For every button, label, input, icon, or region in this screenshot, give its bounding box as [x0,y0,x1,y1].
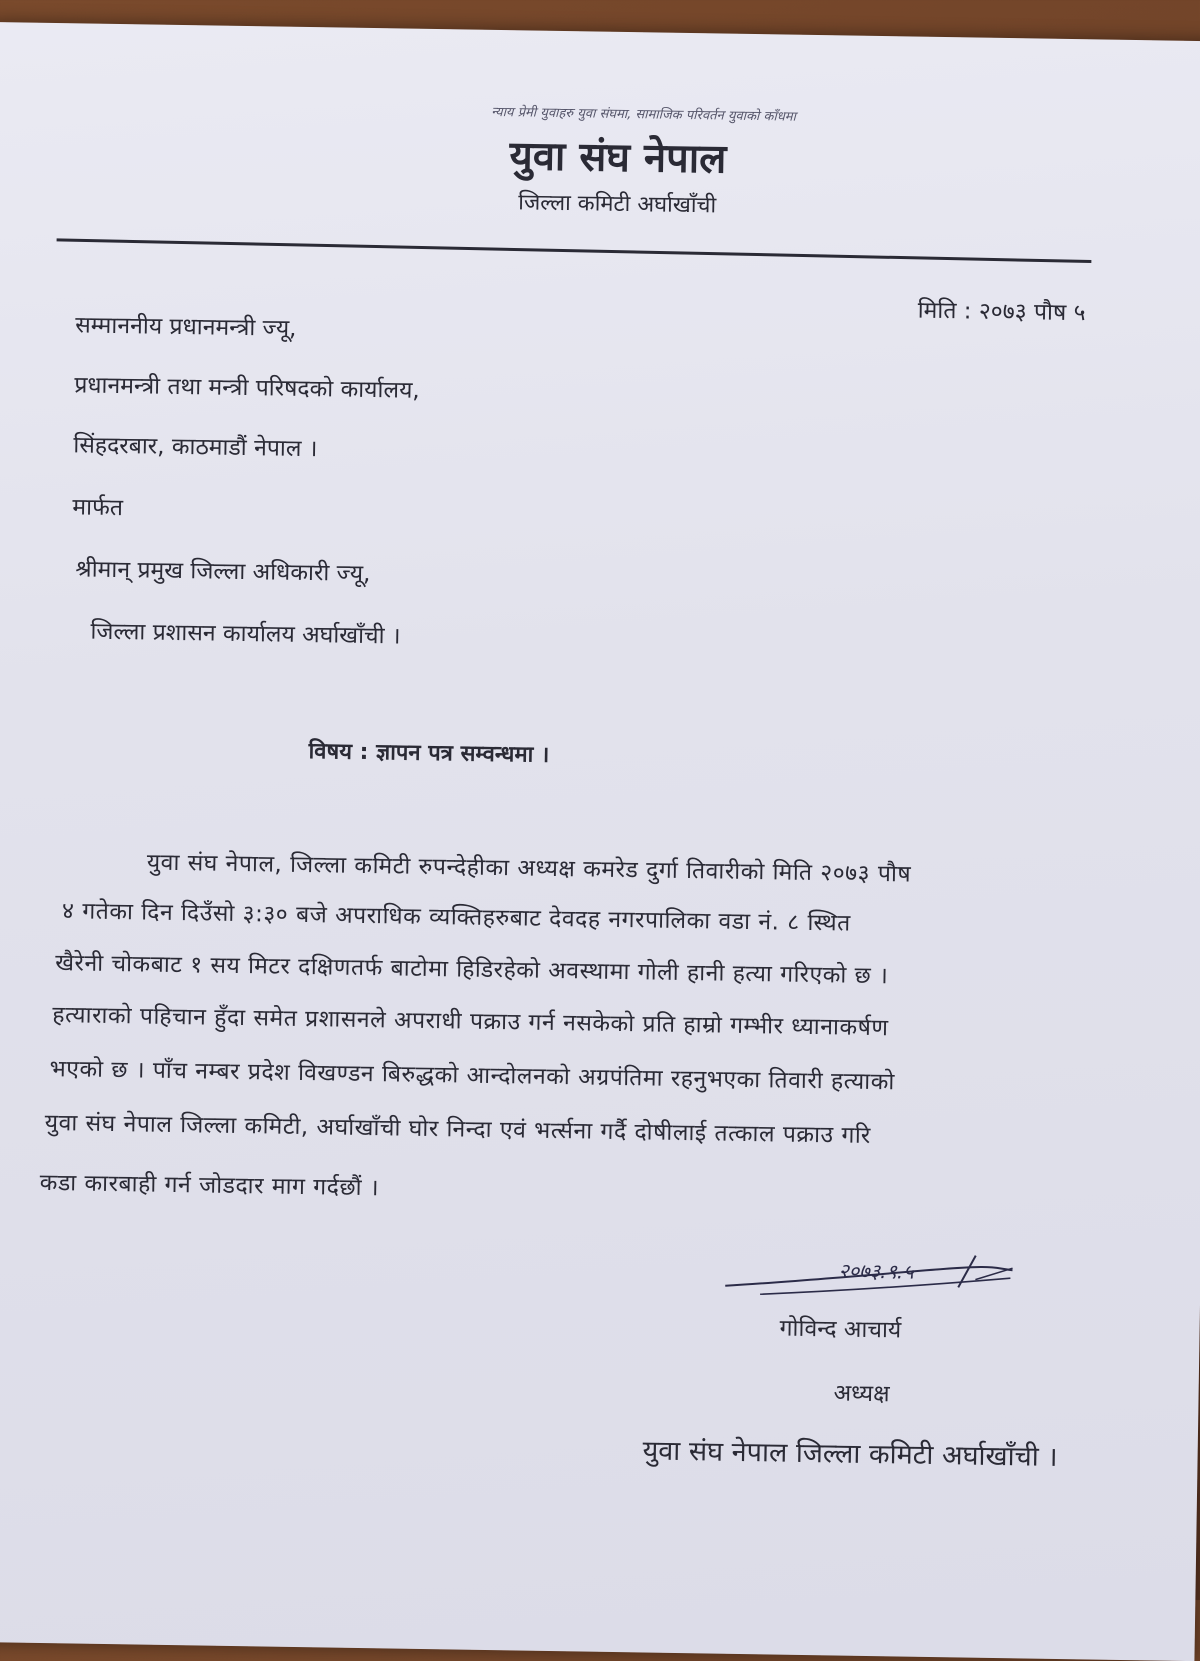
letterhead-divider [57,238,1092,263]
paper-sheet [0,22,1200,1661]
recipient-line: श्रीमान् प्रमुख जिल्ला अधिकारी ज्यू, [75,556,371,588]
recipient-line: सम्माननीय प्रधानमन्त्री ज्यू, [75,312,297,342]
body-line: खैरेनी चोकबाट १ सय मिटर दक्षिणतर्फ बाटोमा हिडिरहेको अवस्थामा गोली हानी हत्या गरिएको छ । [55,950,889,990]
recipient-line: सिंहदरबार, काठमाडौं नेपाल । [73,432,318,463]
body-line: युवा संघ नेपाल, जिल्ला कमिटी रुपन्देहीका अध्यक्ष कमरेड दुर्गा तिवारीको मिति २०७३ पौष [146,849,912,888]
signature-scribble [720,1244,1021,1319]
body-line: भएको छ । पाँच नम्बर प्रदेश विखण्डन बिरुद्धको आन्दोलनको अग्रपंतिमा रहनुभएका तिवारी हत्याको [49,1056,896,1096]
letter-subject: विषय : ज्ञापन पत्र सम्वन्धमा । [308,739,550,768]
letter [0,22,1190,1641]
body-line: हत्याराको पहिचान हुँदा समेत प्रशासनले अपराधी पक्राउ गर्न नसकेको प्रति हाम्रो गम्भीर ध्यानाकर्षण [52,1002,889,1042]
signer-title: अध्यक्ष [833,1380,890,1408]
letterhead-org-name: युवा संघ नेपाल [509,133,727,183]
recipient-line: मार्फत [72,494,124,522]
body-line: ४ गतेका दिन दिउँसो ३:३० बजे अपराधिक व्यक्तिहरुबाट देवदह नगरपालिका वडा नं. ८ स्थित [61,898,851,937]
signer-name: गोविन्द आचार्य [779,1315,902,1344]
recipient-line: प्रधानमन्त्री तथा मन्त्री परिषदको कार्यालय, [74,372,420,404]
signature-scribble-text: २०७३.९.५ [838,1258,914,1284]
letter-date: मिति : २०७३ पौष ५ [917,297,1086,327]
letterhead-tagline: न्याय प्रेमी युवाहरु युवा संघमा, सामाजिक परिवर्तन युवाको काँधमा [491,104,797,125]
signer-org: युवा संघ नेपाल जिल्ला कमिटी अर्घाखाँची । [642,1435,1058,1473]
body-line: युवा संघ नेपाल जिल्ला कमिटी, अर्घाखाँची घोर निन्दा एवं भर्त्सना गर्दै दोषीलाई तत्काल पक्राउ गरि [44,1109,871,1149]
body-line: कडा कारबाही गर्न जोडदार माग गर्दछौं । [39,1169,380,1202]
letterhead-committee: जिल्ला कमिटी अर्घाखाँची [518,190,717,219]
recipient-line: जिल्ला प्रशासन कार्यालय अर्घाखाँची । [90,618,401,650]
